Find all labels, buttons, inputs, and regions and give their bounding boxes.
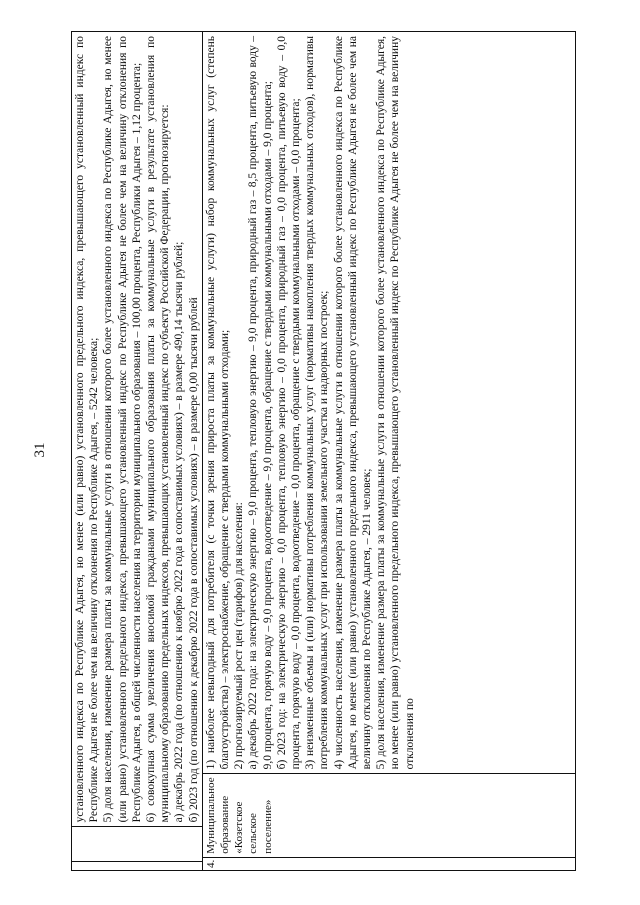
row-number-cell — [72, 861, 202, 870]
indicator-paragraph: 2) прогнозируемый рост цен (тарифов) для населения: — [233, 502, 246, 770]
indicator-paragraph: 1) наиболее невыгодный для потребителя (с точки зрения прироста платы за коммунальные услуги) набор коммунальных услуг (степень благоустройства) – электроснабжение, обращение с твердыми коммунальными отходами; — [204, 36, 232, 770]
indicator-paragraph: а) декабрь 2022 года (по отношению к ноябрю 2022 года в сопоставимых условиях) – в размере 490,14 тысячи рублей; — [173, 241, 186, 823]
indicators-cell — [72, 32, 202, 826]
indicator-paragraph: установленного индекса по Республике Адыгея, но менее (или равно) установленного предельного индекса, превышающего установленный индекс по Республике Адыгея не более чем на величину отклонения по Республике Адыгея, – 5242 человека; — [74, 36, 101, 823]
indicator-paragraph: 3) неизменные объемы и (или) нормативы потребления коммунальных услуг (нормативы накопления твердых коммунальных отходов), нормативы потребления коммунальных услуг при использовании земельного участка и надворных построек; — [304, 36, 331, 770]
indicator-paragraph: 6) совокупная сумма увеличения вносимой гражданами муниципального образования платы за коммунальные услуги в результате установления по муниципальному образованию предельных индексов, превышающих установленный индекс по субъекту Российской Федерации, прогнозируется: — [145, 36, 172, 823]
page-number: 31 — [32, 442, 48, 458]
indicator-paragraph: б) 2023 год (по отношению к декабрю 2022 года в сопоставимых условиях) – в размере 0,00 тысячи рублей — [187, 297, 200, 823]
row-number-cell: 4. — [203, 857, 575, 870]
indicator-paragraph: а) декабрь 2022 года: на электрическую энергию – 9,0 процента, тепловую энергию – 9,0 процента, природный газ – 8,5 процента, питьевую воду – 9,0 процента, горячую воду – 9,0 процента, водоотведение – 9,0 процента, обращение с твердыми коммунальными отходами – 9,0 процента; — [247, 36, 274, 770]
table-row — [72, 32, 202, 870]
indicator-paragraph: б) 2023 год: на электрическую энергию – 0,0 процента, тепловую энергию – 0,0 процента, природный газ – 0,0 процента, питьевую воду – 0,0 процента, горячую воду – 0,0 процента, водоотведение – 0,0 процента, обращение с твердыми коммунальными отходами – 0,0 процента; — [275, 36, 303, 770]
indices-table — [71, 31, 576, 871]
table-row — [202, 32, 575, 870]
indicator-paragraph: 5) доля населения, изменение размера платы за коммунальные услуги в отношении которого более установленного индекса по Республике Адыгея, но менее (или равно) установленного предельного индекса, превышающего установленный индекс по Республике Адыгея не более чем на величину отклонения по — [375, 36, 416, 770]
municipality-name-cell — [72, 826, 202, 860]
indicator-paragraph: 4) численность населения, изменение размера платы за коммунальные услуги в отношении которого более установленного индекса по Республике Адыгея, но менее (или равно) установленного предельного индекса, превышающего установленный индекс по Республике Адыгея не более чем на величину отклонения по Республике Адыгея, – 2911 человек; — [332, 36, 374, 770]
indicator-paragraph: 5) доля населения, изменение размера платы за коммунальные услуги в отношении которого более установленного индекса по Республике Адыгея, но менее (или равно) установленного предельного индекса, превышающего установленный индекс по Республике Адыгея не более чем на величину отклонения по Республике Адыгея, в общей численности населения на территории муниципального образования – 100,00 процента, Республики Адыгея – 1,12 процента; — [102, 36, 143, 823]
indicators-cell — [203, 32, 575, 773]
rotated-page-content — [71, 31, 576, 871]
municipality-name-cell: Муниципальное образование «Козетское сельское поселение» — [203, 773, 575, 856]
